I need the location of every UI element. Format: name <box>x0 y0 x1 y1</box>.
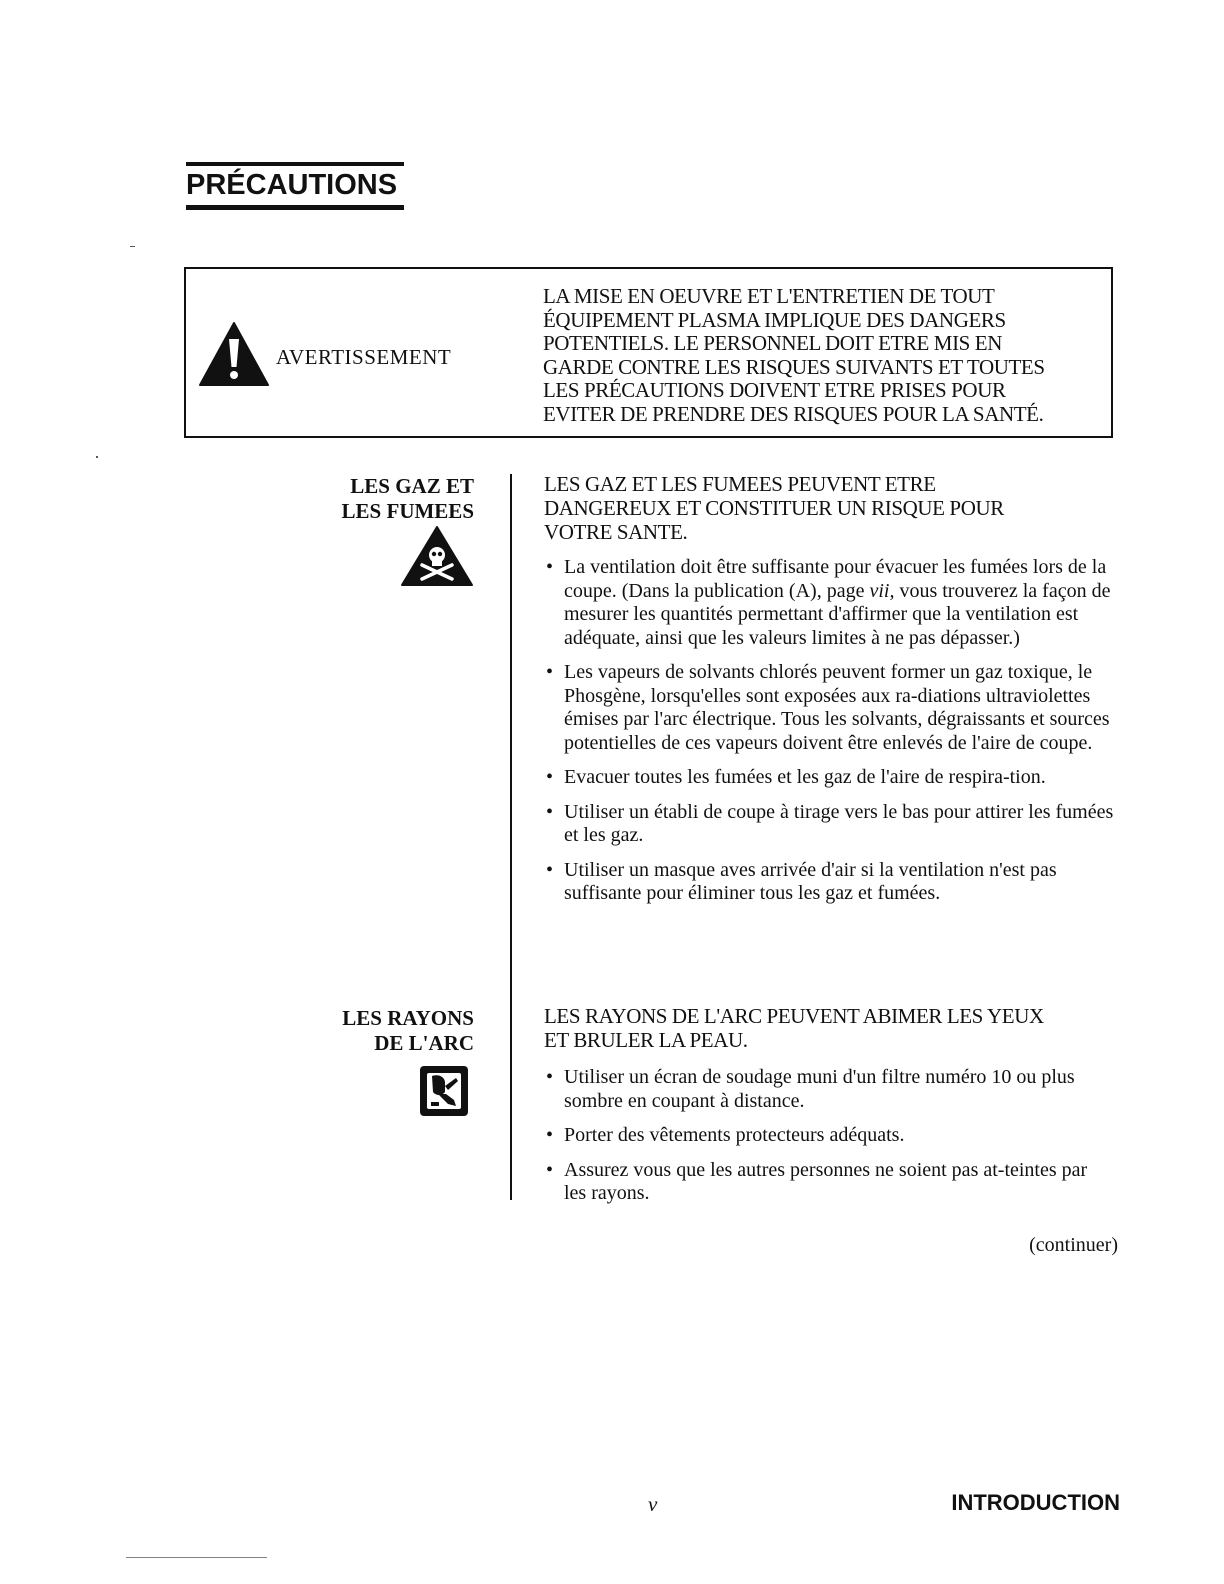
warning-text <box>543 285 1108 427</box>
warning-triangle-icon <box>198 321 270 387</box>
section-heading-line: LES GAZ ET LES FUMEES PEUVENT ETRE <box>544 472 936 496</box>
list-item: • Porter des vêtements protecteurs adéquats. <box>544 1124 1114 1148</box>
bullet-list-gases <box>544 556 1114 917</box>
section-heading-line: ET BRULER LA PEAU. <box>544 1028 748 1052</box>
section-label-arc-rays <box>342 1006 474 1056</box>
bullet-list-arc-rays <box>544 1066 1114 1217</box>
list-item: • Utiliser un établi de coupe à tirage vers le bas pour attirer les fumées et les gaz. <box>544 801 1114 848</box>
section-label-line: LES GAZ ET <box>350 474 474 498</box>
column-divider <box>510 474 512 1200</box>
warning-line: GARDE CONTRE LES RISQUES SUIVANTS ET TOUTES <box>543 354 1045 379</box>
section-label-line: LES FUMEES <box>341 499 474 523</box>
title-rule-bottom <box>186 205 404 210</box>
section-heading-line: LES RAYONS DE L'ARC PEUVENT ABIMER LES YEUX <box>544 1004 1044 1028</box>
welding-helmet-icon <box>418 1064 470 1118</box>
list-item: • Utiliser un écran de soudage muni d'un filtre numéro 10 ou plus sombre en coupant à distance. <box>544 1066 1114 1113</box>
warning-line: LES PRÉCAUTIONS DOIVENT ETRE PRISES POUR <box>543 378 1006 403</box>
scan-speck <box>130 246 135 247</box>
list-item: • Evacuer toutes les fumées et les gaz de l'aire de respira-tion. <box>544 766 1114 790</box>
list-item: • Assurez vous que les autres personnes ne soient pas at-teintes par les rayons. <box>544 1159 1114 1206</box>
warning-box <box>184 267 1113 438</box>
warning-line: EVITER DE PRENDRE DES RISQUES POUR LA SANTÉ. <box>543 401 1044 426</box>
section-heading-arc-rays <box>544 1004 1114 1052</box>
section-heading-line: DANGEREUX ET CONSTITUER UN RISQUE POUR <box>544 496 1004 520</box>
list-item <box>544 556 1114 650</box>
section-label-line: LES RAYONS <box>342 1006 474 1030</box>
continue-note: (continuer) <box>1029 1234 1118 1256</box>
section-label-line: DE L'ARC <box>374 1031 474 1055</box>
title-block <box>186 162 404 210</box>
scan-speck <box>96 456 98 458</box>
skull-crossbones-icon <box>400 525 474 587</box>
page-title: PRÉCAUTIONS <box>186 169 398 201</box>
scan-edge-line <box>126 1557 267 1558</box>
page-number: v <box>648 1492 658 1516</box>
warning-line: ÉQUIPEMENT PLASMA IMPLIQUE DES DANGERS <box>543 307 1006 332</box>
section-heading-gases <box>544 472 1114 544</box>
bullet-text: La ventilation doit être suffisante pour évacuer les fumées lors de la coupe. (Dans la publication (A), page <box>564 556 1107 602</box>
bullet-text: vous trouverez la façon de mesurer les quantités permettant d'affirmer que la ventilation est adéquate, ainsi que les valeurs limites à ne pas dépasser.) <box>564 579 1111 649</box>
warning-line: POTENTIELS. LE PERSONNEL DOIT ETRE MIS EN <box>543 331 1002 356</box>
section-heading-line: VOTRE SANTE. <box>544 520 688 544</box>
list-item: • Utiliser un masque aves arrivée d'air si la ventilation n'est pas suffisante pour éliminer tous les gaz et fumées. <box>544 859 1114 906</box>
warning-line: LA MISE EN OEUVRE ET L'ENTRETIEN DE TOUT <box>543 284 995 308</box>
warning-label: AVERTISSEMENT <box>276 345 452 369</box>
title-rule-top <box>186 162 404 166</box>
footer-section-title: INTRODUCTION <box>951 1490 1120 1515</box>
bullet-emphasis: vii, <box>869 579 895 602</box>
section-label-gases <box>342 474 474 524</box>
list-item: • Les vapeurs de solvants chlorés peuvent former un gaz toxique, le Phosgène, lorsqu'elles sont exposées aux ra-diations ultraviolettes émises par l'arc électrique. Tous les solvants, dégraissants et sources potentielles de ces vapeurs doivent être enlevés de l'aire de coupe. <box>544 661 1114 755</box>
